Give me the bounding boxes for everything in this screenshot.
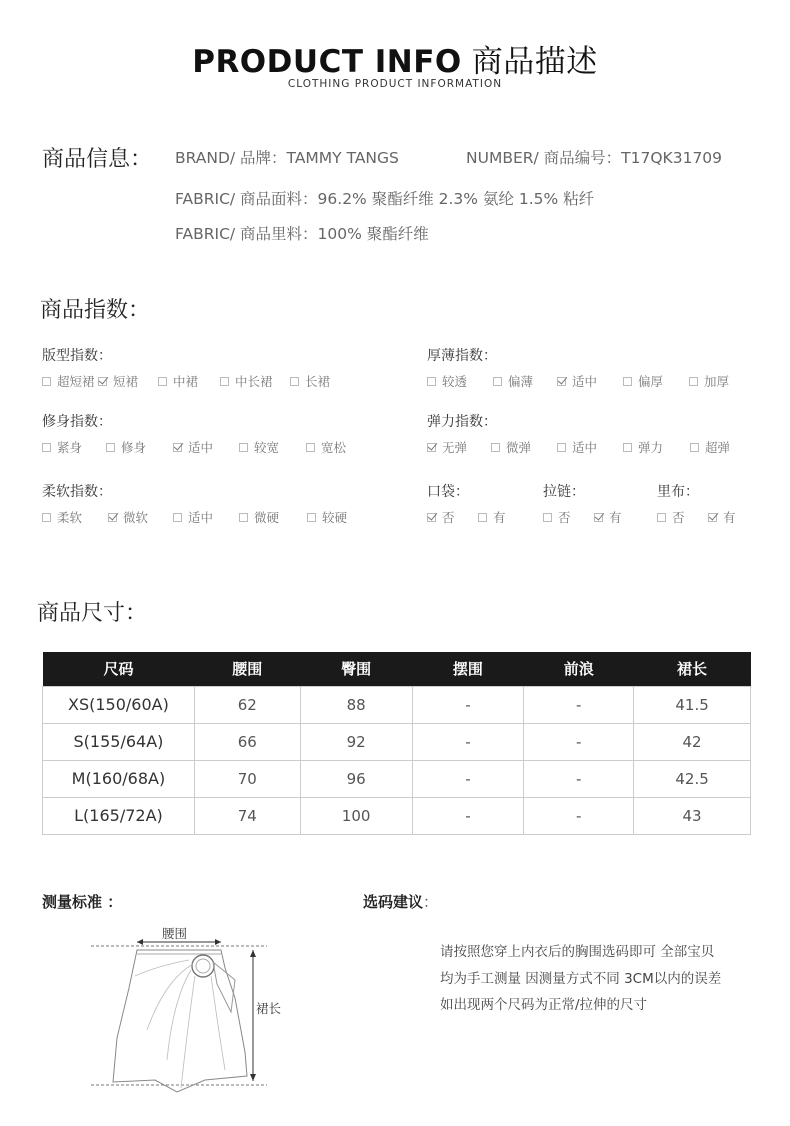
option-item bbox=[623, 438, 690, 456]
checked-box-icon bbox=[427, 513, 436, 522]
option-item bbox=[708, 508, 736, 526]
checkbox-icon bbox=[42, 443, 51, 452]
option-label: 偏厚 bbox=[638, 374, 664, 389]
option-label: 超短裙 bbox=[57, 374, 95, 389]
option-label: 弹力 bbox=[638, 440, 664, 455]
table-cell: 66 bbox=[194, 723, 300, 760]
checked-box-icon bbox=[427, 443, 436, 452]
page-subtitle: CLOTHING PRODUCT INFORMATION bbox=[287, 78, 503, 90]
checkbox-icon bbox=[689, 377, 698, 386]
size-table-header bbox=[43, 652, 751, 686]
checkbox-icon bbox=[690, 443, 699, 452]
table-row bbox=[43, 760, 751, 797]
checkbox-icon bbox=[290, 377, 299, 386]
checkbox-icon bbox=[42, 513, 51, 522]
col-header-length: 裙长 bbox=[634, 652, 751, 686]
pocket-options bbox=[427, 508, 506, 526]
version-index-label: 版型指数： bbox=[42, 348, 112, 364]
table-cell: 92 bbox=[300, 723, 412, 760]
table-cell: 70 bbox=[194, 760, 300, 797]
option-label: 否 bbox=[442, 510, 455, 525]
option-item bbox=[543, 508, 594, 526]
col-header-size: 尺码 bbox=[43, 652, 195, 686]
option-label: 短裙 bbox=[113, 374, 139, 389]
advice-line: 均为手工测量 因测量方式不同 3CM以内的误差 bbox=[440, 970, 722, 987]
advice-title-text: 选码建议 bbox=[363, 893, 424, 911]
option-item bbox=[427, 508, 478, 526]
table-cell: 43 bbox=[634, 797, 751, 834]
checked-box-icon bbox=[108, 513, 117, 522]
softness-index-label: 柔软指数： bbox=[42, 484, 112, 500]
page-title-cn: 商品描述 bbox=[471, 44, 598, 80]
option-label: 有 bbox=[723, 510, 736, 525]
index-section-title: 商品指数： bbox=[40, 298, 151, 323]
table-cell: XS(150/60A) bbox=[43, 686, 195, 723]
checkbox-icon bbox=[306, 443, 315, 452]
option-label: 适中 bbox=[188, 440, 214, 455]
option-item bbox=[557, 372, 623, 390]
length-label: 裙长 bbox=[256, 1001, 282, 1016]
table-cell: 41.5 bbox=[634, 686, 751, 723]
zipper-options bbox=[543, 508, 622, 526]
option-label: 宽松 bbox=[321, 440, 347, 455]
option-item bbox=[173, 508, 239, 526]
option-label: 较透 bbox=[442, 374, 468, 389]
option-label: 偏薄 bbox=[508, 374, 534, 389]
option-label: 超弹 bbox=[705, 440, 731, 455]
table-row bbox=[43, 723, 751, 760]
option-label: 较硬 bbox=[322, 510, 348, 525]
option-label: 中裙 bbox=[173, 374, 199, 389]
fabric-line: FABRIC/ 商品面料：96.2% 聚酯纤维 2.3% 氨纶 1.5% 粘纤 bbox=[175, 190, 595, 208]
checkbox-icon bbox=[42, 377, 51, 386]
option-label: 微软 bbox=[123, 510, 149, 525]
info-section-title: 商品信息： bbox=[42, 147, 153, 172]
table-row bbox=[43, 797, 751, 834]
option-label: 适中 bbox=[188, 510, 214, 525]
checkbox-icon bbox=[493, 377, 502, 386]
checkbox-icon bbox=[491, 443, 500, 452]
fit-index-options bbox=[42, 438, 346, 456]
option-label: 较宽 bbox=[254, 440, 280, 455]
option-item bbox=[493, 372, 557, 390]
advice-line: 请按照您穿上内衣后的胸围选码即可 全部宝贝 bbox=[440, 944, 715, 960]
option-item bbox=[427, 372, 493, 390]
checked-box-icon bbox=[708, 513, 717, 522]
col-header-waist: 腰围 bbox=[194, 652, 300, 686]
thickness-index-label: 厚薄指数： bbox=[427, 348, 497, 364]
waist-label: 腰围 bbox=[162, 926, 188, 941]
table-cell: 42 bbox=[634, 723, 751, 760]
liner-label: 里布： bbox=[657, 484, 699, 500]
option-label: 适中 bbox=[572, 440, 598, 455]
checkbox-icon bbox=[106, 443, 115, 452]
checkbox-icon bbox=[158, 377, 167, 386]
size-section-title: 商品尺寸： bbox=[37, 601, 148, 626]
option-label: 紧身 bbox=[57, 440, 83, 455]
option-item bbox=[239, 438, 306, 456]
checkbox-icon bbox=[557, 443, 566, 452]
softness-index-options bbox=[42, 508, 347, 526]
option-label: 中长裙 bbox=[235, 374, 273, 389]
skirt-diagram bbox=[85, 920, 285, 1095]
checkbox-icon bbox=[173, 513, 182, 522]
advice-text bbox=[440, 939, 721, 1019]
version-index-options bbox=[42, 372, 330, 390]
table-cell: 62 bbox=[194, 686, 300, 723]
table-cell: - bbox=[524, 760, 634, 797]
advice-title-colon: ： bbox=[423, 893, 439, 911]
checked-box-icon bbox=[98, 377, 107, 386]
page-title-en: PRODUCT INFO bbox=[192, 44, 462, 80]
table-row bbox=[43, 686, 751, 723]
table-cell: 96 bbox=[300, 760, 412, 797]
page-title bbox=[0, 36, 790, 81]
table-cell: - bbox=[412, 686, 524, 723]
option-item bbox=[108, 508, 173, 526]
option-item bbox=[657, 508, 708, 526]
elastic-index-label: 弹力指数： bbox=[427, 414, 497, 430]
checkbox-icon bbox=[307, 513, 316, 522]
table-cell: - bbox=[412, 723, 524, 760]
option-item bbox=[158, 372, 220, 390]
col-header-hip: 臀围 bbox=[300, 652, 412, 686]
checkbox-icon bbox=[220, 377, 229, 386]
lining-line: FABRIC/ 商品里料：100% 聚酯纤维 bbox=[175, 225, 429, 243]
option-item bbox=[42, 372, 98, 390]
col-header-rise: 前浪 bbox=[524, 652, 634, 686]
option-item bbox=[307, 508, 347, 526]
option-item bbox=[239, 508, 307, 526]
table-cell: 100 bbox=[300, 797, 412, 834]
size-table bbox=[42, 652, 751, 835]
table-cell: 88 bbox=[300, 686, 412, 723]
option-item bbox=[690, 438, 730, 456]
option-label: 适中 bbox=[572, 374, 598, 389]
table-cell: - bbox=[524, 686, 634, 723]
option-label: 否 bbox=[672, 510, 685, 525]
option-item bbox=[290, 372, 330, 390]
option-label: 有 bbox=[493, 510, 506, 525]
liner-options bbox=[657, 508, 736, 526]
measure-title: 测量标准 ： bbox=[42, 893, 123, 911]
option-item bbox=[427, 438, 491, 456]
option-label: 微硬 bbox=[254, 510, 280, 525]
advice-title bbox=[363, 891, 438, 912]
fit-index-label: 修身指数： bbox=[42, 414, 112, 430]
option-label: 无弹 bbox=[442, 440, 468, 455]
zipper-label: 拉链： bbox=[543, 484, 585, 500]
checkbox-icon bbox=[239, 443, 248, 452]
option-item bbox=[478, 508, 506, 526]
checkbox-icon bbox=[623, 443, 632, 452]
option-label: 修身 bbox=[121, 440, 147, 455]
option-label: 微弹 bbox=[506, 440, 532, 455]
table-cell: - bbox=[524, 723, 634, 760]
option-item bbox=[491, 438, 557, 456]
table-cell: M(160/68A) bbox=[43, 760, 195, 797]
option-item bbox=[42, 438, 106, 456]
option-item bbox=[173, 438, 239, 456]
advice-line: 如出现两个尺码为正常/拉伸的尺寸 bbox=[440, 997, 648, 1013]
checkbox-icon bbox=[239, 513, 248, 522]
checkbox-icon bbox=[657, 513, 666, 522]
checked-box-icon bbox=[594, 513, 603, 522]
elastic-index-options bbox=[427, 438, 730, 456]
option-label: 否 bbox=[558, 510, 571, 525]
option-item bbox=[594, 508, 622, 526]
checked-box-icon bbox=[173, 443, 182, 452]
option-item bbox=[98, 372, 158, 390]
brand-line: BRAND/ 品牌：TAMMY TANGS bbox=[175, 149, 399, 167]
option-label: 有 bbox=[609, 510, 622, 525]
option-item bbox=[557, 438, 623, 456]
table-cell: 74 bbox=[194, 797, 300, 834]
table-cell: - bbox=[412, 760, 524, 797]
table-cell: S(155/64A) bbox=[43, 723, 195, 760]
option-label: 柔软 bbox=[57, 510, 83, 525]
checkbox-icon bbox=[543, 513, 552, 522]
option-item bbox=[220, 372, 290, 390]
col-header-hem: 摆围 bbox=[412, 652, 524, 686]
checkbox-icon bbox=[427, 377, 436, 386]
option-item bbox=[106, 438, 173, 456]
checkbox-icon bbox=[623, 377, 632, 386]
checked-box-icon bbox=[557, 377, 566, 386]
number-line: NUMBER/ 商品编号：T17QK31709 bbox=[466, 149, 723, 167]
table-cell: - bbox=[412, 797, 524, 834]
thickness-index-options bbox=[427, 372, 729, 390]
option-item bbox=[42, 508, 108, 526]
pocket-label: 口袋： bbox=[427, 484, 469, 500]
option-label: 加厚 bbox=[704, 374, 730, 389]
option-item bbox=[306, 438, 346, 456]
option-item bbox=[623, 372, 689, 390]
option-label: 长裙 bbox=[305, 374, 331, 389]
table-cell: 42.5 bbox=[634, 760, 751, 797]
table-cell: - bbox=[524, 797, 634, 834]
option-item bbox=[689, 372, 729, 390]
table-cell: L(165/72A) bbox=[43, 797, 195, 834]
checkbox-icon bbox=[478, 513, 487, 522]
